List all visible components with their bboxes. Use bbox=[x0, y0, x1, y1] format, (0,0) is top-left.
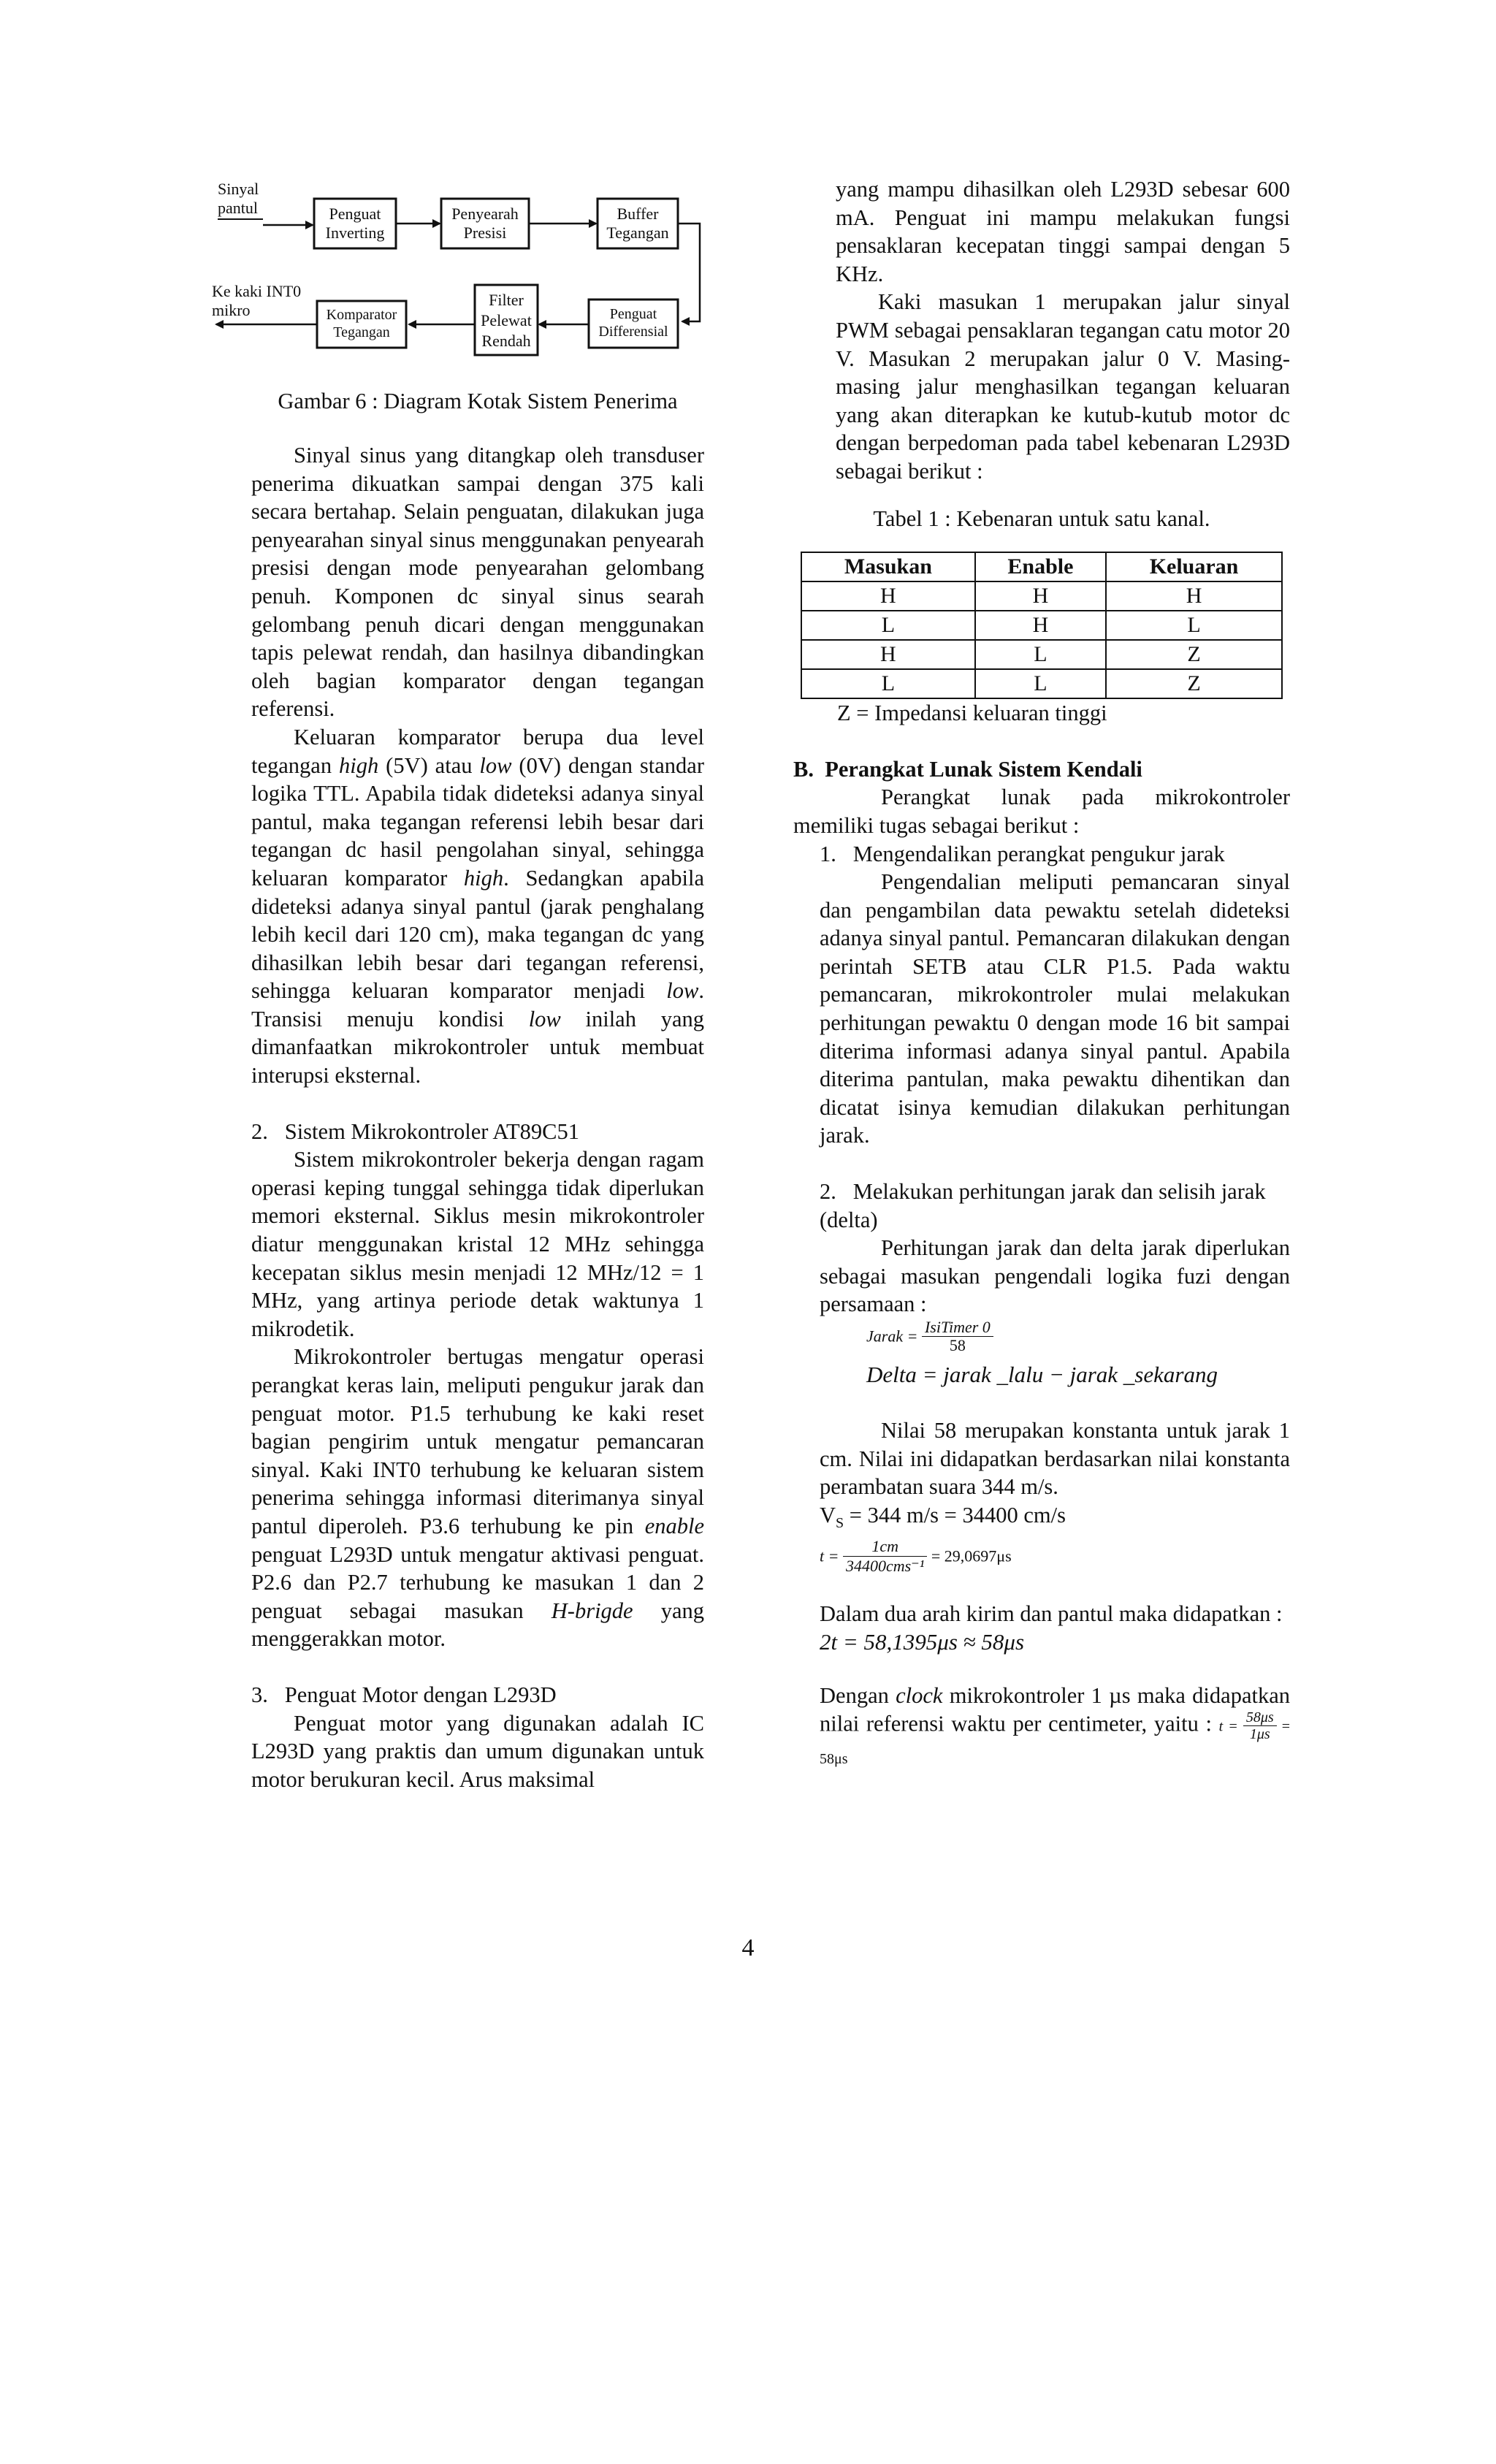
output-label-1: Ke kaki INT0 bbox=[212, 282, 302, 300]
block2-line2: Presisi bbox=[463, 224, 507, 242]
table-header: Enable bbox=[975, 552, 1106, 581]
equation-t-ref-rhs: = 58μs bbox=[820, 1718, 1290, 1768]
section-b-heading: B. Perangkat Lunak Sistem Kendali bbox=[793, 756, 1142, 782]
input-label-2: pantul bbox=[218, 199, 258, 217]
list-item-1: 1. Mengendalikan perangkat pengukur jarak bbox=[820, 841, 1225, 866]
block5-line1: Filter bbox=[489, 291, 524, 309]
heading-sistem-mikrokontroler: 2. Sistem Mikrokontroler AT89C51 bbox=[251, 1118, 580, 1144]
paragraph-pengendalian: Pengendalian meliputi pemancaran sinyal dan pengambilan data pewaktu setelah dideteksi adanya sinyal pantul. Pemancaran dilakukan dengan perintah SETB atau CLR P1.5. Pada waktu pemancaran, mikrokontroler mulai melakukan perhitungan pewaktu 0 dengan mode 16 bit sampai diterima informasi adanya sinyal pantul. Apabila diterima pantulan, maka pewaktu dihentikan dan dicatat isinya kemudian dilakukan perhitungan jarak. bbox=[820, 869, 1290, 1148]
paragraph-perangkat-lunak: Perangkat lunak pada mikrokontroler memiliki tugas sebagai berikut : bbox=[793, 785, 1290, 838]
paragraph-penguat-motor: Penguat motor yang digunakan adalah IC L293D yang praktis dan umum digunakan untuk motor berukuran kecil. Arus maksimal bbox=[251, 1710, 704, 1792]
equation-2t: 2t = 58,1395μs ≈ 58μs bbox=[820, 1629, 1025, 1655]
paragraph-sinyal-sinus: Sinyal sinus yang ditangkap oleh transduser penerima dikuatkan sampai dengan 375 kali secara bertahap. Selain penguatan, dilakukan juga penyearahan sinyal sinus menggunakan penyearah presisi dengan mode penyearahan gelombang penuh. Komponen dc sinyal sinus searah gelombang penuh dicari dengan menggunakan tapis pelewat rendah, dan hasilnya dibandingkan oleh bagian komparator dengan tegangan referensi. bbox=[251, 443, 704, 722]
table-row: L L Z bbox=[801, 669, 1282, 698]
block3-line2: Tegangan bbox=[606, 224, 669, 242]
table-row: H L Z bbox=[801, 640, 1282, 669]
table-caption: Tabel 1 : Kebenaran untuk satu kanal. bbox=[873, 506, 1210, 531]
equation-t-ref-lhs: t = bbox=[1218, 1718, 1243, 1735]
table-header: Masukan bbox=[801, 552, 975, 581]
equation-t: t = $\frac{1cm}{\text{34400cms⁻¹}}$ = 29,0697μs bbox=[820, 1537, 1012, 1576]
paragraph-l293d-arus: yang mampu dihasilkan oleh L293D sebesar 600 mA. Penguat ini mampu melakukan fungsi pensaklaran kecepatan tinggi sampai dengan 5 KHz. bbox=[836, 177, 1290, 286]
velocity-line: $V_S = 344$ m/s = 34400 cm/s bbox=[820, 1502, 1066, 1531]
figure-caption: Gambar 6 : Diagram Kotak Sistem Penerima bbox=[278, 389, 678, 413]
paragraph-dua-arah: Dalam dua arah kirim dan pantul maka didapatkan : bbox=[820, 1601, 1283, 1627]
block4-line1: Penguat bbox=[609, 306, 657, 322]
block5-line2: Pelewat bbox=[481, 311, 532, 329]
input-label-1: Sinyal bbox=[218, 180, 259, 198]
equation-delta: Delta = jarak _lalu − jarak _sekarang bbox=[866, 1362, 1218, 1387]
block5-line3: Rendah bbox=[481, 332, 531, 350]
table-header: Keluaran bbox=[1106, 552, 1282, 581]
output-label-2: mikro bbox=[212, 301, 251, 319]
paragraph-sistem-mikrokontroler: Sistem mikrokontroler bekerja dengan ragam operasi keping tunggal sehingga tidak diperlukan memori eksternal. Siklus mesin mikrokontroler diatur menggunakan kristal 12 MHz sehingga kecepatan siklus mesin menjadi 12 MHz/12 = 1 MHz, yang artinya periode detak waktunya 1 mikrodetik. bbox=[251, 1147, 704, 1341]
table-header-row bbox=[801, 552, 1282, 581]
equation-jarak: Jarak = $\frac{\text{IsiTimer 0}}{58}$ bbox=[793, 1319, 1290, 1358]
block3-line1: Buffer bbox=[617, 205, 659, 223]
paragraph-mikrokontroler-bertugas: Mikrokontroler bertugas mengatur operasi perangkat keras lain, meliputi pengukur jarak dan penguat motor. P1.5 terhubung ke kaki reset bagian pengirim untuk mengatur pemancaran sinyal. Kaki INT0 terhubung ke keluaran sistem penerima sehingga informasi diterimanya sinyal pantul diperoleh. P3.6 terhubung ke pin enable penguat L293D untuk mengatur aktivasi penguat. P2.6 dan P2.7 terhubung ke masukan 1 dan 2 penguat sebagai masukan H-brigde yang menggerakkan motor. bbox=[251, 1344, 704, 1652]
table-note: Z = Impedansi keluaran tinggi bbox=[837, 701, 1107, 726]
block1-line1: Penguat bbox=[329, 205, 381, 223]
table-row: L H L bbox=[801, 611, 1282, 640]
paragraph-kaki-masukan: Kaki masukan 1 merupakan jalur sinyal PWM sebagai pensaklaran tegangan catu motor 20 V. Masukan 2 merupakan jalur 0 V. Masing-masing jalur menghasilkan tegangan keluaran yang akan diterapkan ke kutub-kutub motor dc dengan berpedoman pada tabel kebenaran L293D sebagai berikut : bbox=[836, 289, 1290, 484]
list-item-2: 2. Melakukan perhitungan jarak dan selisih jarak (delta) bbox=[820, 1179, 1266, 1232]
block6-line1: Komparator bbox=[326, 307, 397, 323]
paragraph-perhitungan: Perhitungan jarak dan delta jarak diperlukan sebagai masukan pengendali logika fuzi dengan persamaan : bbox=[820, 1235, 1290, 1317]
left-column bbox=[251, 441, 704, 1793]
paragraph-nilai-58: Nilai 58 merupakan konstanta untuk jarak 1 cm. Nilai ini didapatkan berdasarkan nilai konstanta perambatan suara 344 m/s. bbox=[820, 1418, 1290, 1500]
paragraph-keluaran-komparator: Keluaran komparator berupa dua level tegangan high (5V) atau low (0V) dengan standar logika TTL. Apabila tidak dideteksi adanya sinyal pantul, maka tegangan referensi lebih besar dari tegangan dc hasil pengolahan sinyal, sehingga keluaran komparator high. Sedangkan apabila dideteksi adanya sinyal pantul (jarak penghalang lebih kecil dari 120 cm), maka tegangan dc yang dihasilkan lebih besar dari tegangan referensi, sehingga keluaran komparator menjadi low. Transisi menuju kondisi low inilah yang dimanfaatkan mikrokontroler untuk membuat interupsi eksternal. bbox=[251, 724, 704, 1088]
page-number: 4 bbox=[741, 1934, 755, 1961]
block6-line2: Tegangan bbox=[333, 324, 390, 340]
block2-line1: Penyearah bbox=[451, 205, 519, 223]
right-column bbox=[793, 175, 1290, 1774]
paragraph-clock: Dengan clock mikrokontroler 1 µs maka didapatkan nilai referensi waktu per centimeter, yaitu : t = $\frac{58\mu s}{1\mu s}$ = 58μs bbox=[820, 1682, 1290, 1768]
block4-line2: Differensial bbox=[598, 324, 668, 340]
truth-table bbox=[801, 552, 1283, 699]
heading-penguat-motor: 3. Penguat Motor dengan L293D bbox=[251, 1682, 557, 1707]
table-row: H H H bbox=[801, 581, 1282, 611]
block1-line2: Inverting bbox=[325, 224, 385, 242]
